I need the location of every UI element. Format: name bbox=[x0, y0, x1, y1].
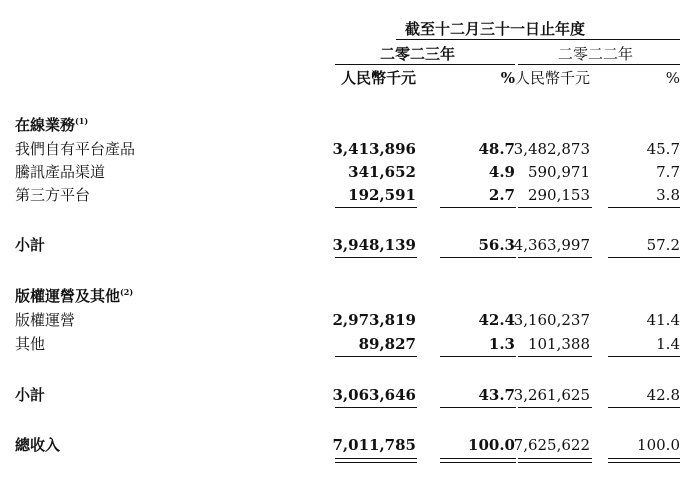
cell-pct-2023: 4.9 bbox=[488, 163, 515, 181]
currency-2023-header: 人民幣千元 bbox=[340, 69, 416, 87]
period-header: 截至十二月三十一日止年度 bbox=[405, 20, 586, 38]
subtotal-amount-2023: 3,948,139 bbox=[332, 236, 416, 254]
subtotal-rule bbox=[335, 407, 417, 408]
section-title-online: 在線業務$^{(1)}$ bbox=[15, 116, 89, 134]
year-2022-underline bbox=[518, 64, 680, 65]
pct-2023-header: % bbox=[500, 69, 515, 87]
cell-pct-2023: 1.3 bbox=[488, 335, 515, 353]
subtotal-rule bbox=[608, 257, 680, 258]
footnote-marker: (1) bbox=[75, 116, 89, 126]
total-double-rule bbox=[608, 458, 680, 459]
year-2023-underline bbox=[335, 64, 515, 65]
row-label: 騰訊產品渠道 bbox=[15, 163, 106, 181]
subtotal-pct-2023: 56.3 bbox=[478, 236, 515, 254]
year-2023-header: 二零二三年 bbox=[380, 45, 456, 63]
total-label: 總收入 bbox=[15, 436, 61, 454]
subtotal-rule bbox=[518, 356, 592, 357]
cell-amount-2023: 89,827 bbox=[358, 335, 416, 353]
subtotal-rule bbox=[335, 207, 417, 208]
subtotal-rule bbox=[518, 257, 592, 258]
row-label: 我們自有平台產品 bbox=[15, 140, 136, 158]
cell-amount-2022: 590,971 bbox=[527, 163, 590, 181]
cell-amount-2023: 192,591 bbox=[348, 186, 416, 204]
subtotal-pct-2022: 57.2 bbox=[646, 236, 680, 254]
subtotal-rule bbox=[440, 207, 516, 208]
subtotal-rule bbox=[335, 257, 417, 258]
cell-pct-2023: 2.7 bbox=[488, 186, 515, 204]
subtotal-label: 小計 bbox=[15, 236, 46, 254]
subtotal-pct-2023: 43.7 bbox=[478, 386, 515, 404]
pct-2022-header: % bbox=[665, 69, 680, 87]
subtotal-rule bbox=[440, 257, 516, 258]
subtotal-rule bbox=[608, 356, 680, 357]
cell-pct-2022: 7.7 bbox=[656, 163, 680, 181]
subtotal-rule bbox=[335, 356, 417, 357]
subtotal-rule bbox=[518, 407, 592, 408]
total-double-rule bbox=[518, 462, 592, 463]
cell-pct-2022: 41.4 bbox=[646, 311, 680, 329]
cell-amount-2022: 3,482,873 bbox=[513, 140, 590, 158]
cell-amount-2022: 3,160,237 bbox=[513, 311, 590, 329]
cell-amount-2023: 3,413,896 bbox=[332, 140, 416, 158]
total-double-rule bbox=[335, 462, 417, 463]
total-double-rule bbox=[440, 462, 516, 463]
currency-2022-header: 人民幣千元 bbox=[514, 69, 590, 87]
cell-amount-2022: 290,153 bbox=[527, 186, 590, 204]
section-title-copyright: 版權運營及其他$^{(2)}$ bbox=[15, 287, 134, 305]
cell-pct-2022: 45.7 bbox=[646, 140, 680, 158]
total-pct-2022: 100.0 bbox=[637, 436, 680, 454]
footnote-marker: (2) bbox=[120, 287, 134, 297]
subtotal-rule bbox=[440, 356, 516, 357]
total-double-rule bbox=[608, 462, 680, 463]
total-double-rule bbox=[518, 458, 592, 459]
cell-amount-2023: 2,973,819 bbox=[332, 311, 416, 329]
subtotal-rule bbox=[608, 407, 680, 408]
subtotal-pct-2022: 42.8 bbox=[646, 386, 680, 404]
subtotal-rule bbox=[608, 207, 680, 208]
total-double-rule bbox=[440, 458, 516, 459]
subtotal-rule bbox=[518, 207, 592, 208]
total-pct-2023: 100.0 bbox=[468, 436, 515, 454]
subtotal-rule bbox=[440, 407, 516, 408]
cell-pct-2023: 42.4 bbox=[478, 311, 515, 329]
subtotal-amount-2023: 3,063,646 bbox=[332, 386, 416, 404]
subtotal-label: 小計 bbox=[15, 386, 46, 404]
subtotal-amount-2022: 4,363,997 bbox=[513, 236, 590, 254]
row-label: 其他 bbox=[15, 335, 46, 353]
total-amount-2023: 7,011,785 bbox=[332, 436, 416, 454]
cell-amount-2023: 341,652 bbox=[348, 163, 416, 181]
total-double-rule bbox=[335, 458, 417, 459]
subtotal-amount-2022: 3,261,625 bbox=[513, 386, 590, 404]
cell-pct-2023: 48.7 bbox=[478, 140, 515, 158]
row-label: 版權運營 bbox=[15, 311, 76, 329]
cell-pct-2022: 3.8 bbox=[656, 186, 680, 204]
period-underline bbox=[396, 39, 680, 40]
row-label: 第三方平台 bbox=[15, 186, 91, 204]
cell-amount-2022: 101,388 bbox=[527, 335, 590, 353]
cell-pct-2022: 1.4 bbox=[656, 335, 680, 353]
total-amount-2022: 7,625,622 bbox=[513, 436, 590, 454]
year-2022-header: 二零二二年 bbox=[558, 45, 634, 63]
